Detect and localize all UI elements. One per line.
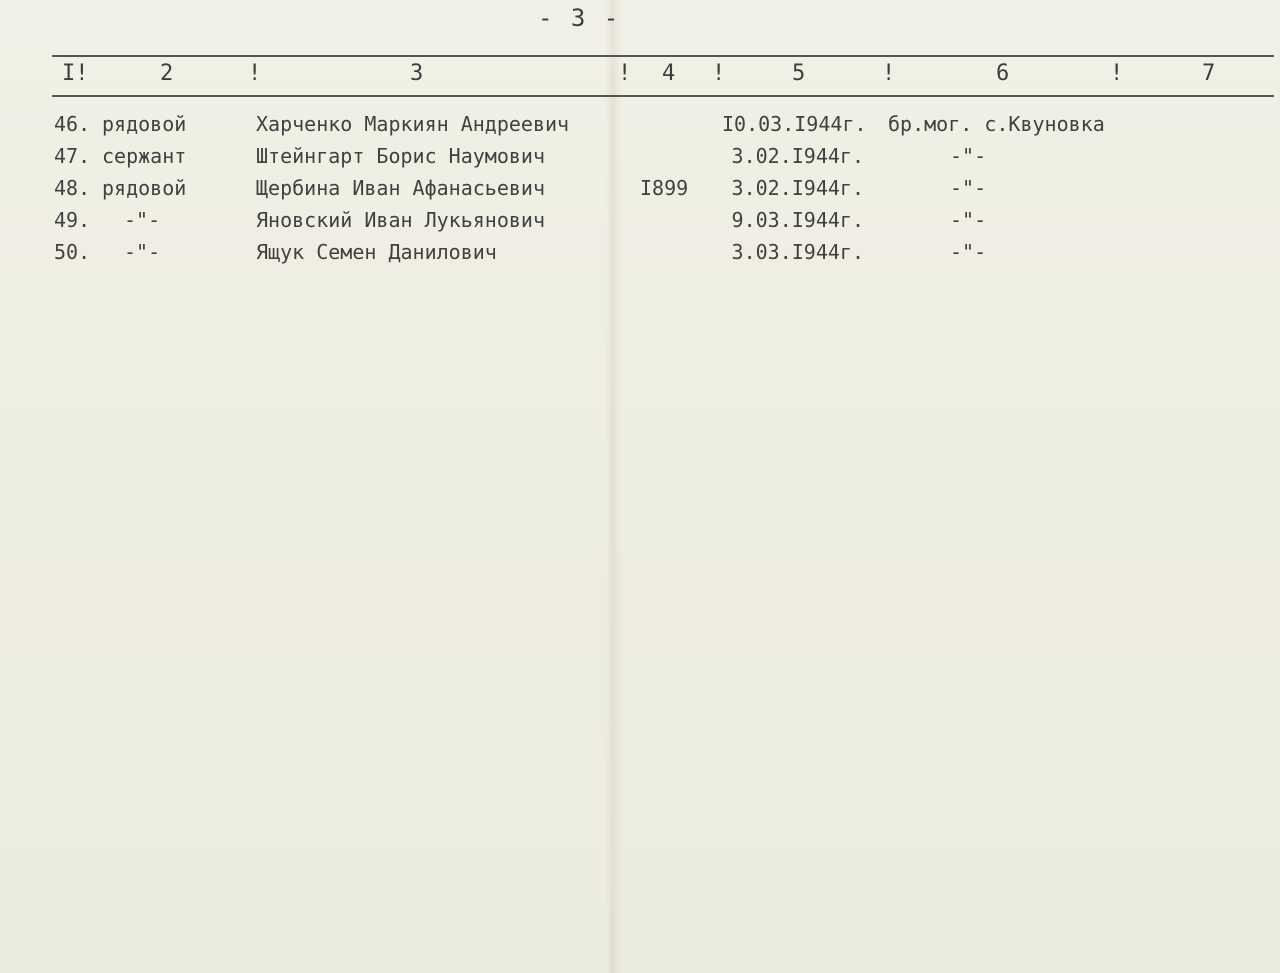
row-rank: сержант: [102, 144, 187, 168]
row-rank: рядовой: [102, 112, 187, 136]
row-number: 46.: [54, 112, 91, 136]
row-place: -"-: [950, 144, 987, 168]
header-col-6: 6: [996, 61, 1010, 86]
row-rank: рядовой: [102, 176, 187, 200]
table-row: [0, 176, 1280, 206]
row-rank: -"-: [124, 240, 161, 264]
row-place: бр.мог. с.Квуновка: [888, 112, 1105, 136]
row-number: 47.: [54, 144, 91, 168]
row-name: Штейнгарт Борис Наумович: [256, 144, 545, 168]
row-date: 3.02.I944г.: [731, 144, 864, 168]
row-place: -"-: [950, 208, 987, 232]
table-row: [0, 144, 1280, 174]
row-place: -"-: [950, 176, 987, 200]
table-row: [0, 208, 1280, 238]
row-rank: -"-: [124, 208, 161, 232]
header-col-1: I!: [62, 61, 89, 86]
header-separator: !: [1110, 61, 1124, 86]
header-separator: !: [712, 61, 726, 86]
header-col-2: 2: [160, 61, 174, 86]
table-header-rule: [52, 95, 1274, 97]
header-separator: !: [248, 61, 262, 86]
row-year: I899: [640, 176, 689, 200]
row-name: Ящук Семен Данилович: [256, 240, 497, 264]
page-number: - 3 -: [538, 4, 621, 32]
header-separator: !: [618, 61, 632, 86]
row-date: 3.02.I944г.: [731, 176, 864, 200]
header-col-5: 5: [792, 61, 806, 86]
row-date: 3.03.I944г.: [731, 240, 864, 264]
header-col-4: 4: [662, 61, 676, 86]
row-place: -"-: [950, 240, 987, 264]
header-col-7: 7: [1202, 61, 1216, 86]
row-number: 50.: [54, 240, 91, 264]
row-name: Харченко Маркиян Андреевич: [256, 112, 570, 136]
header-separator: !: [882, 61, 896, 86]
table-row: [0, 240, 1280, 270]
row-name: Яновский Иван Лукьянович: [256, 208, 545, 232]
table-row: [0, 112, 1280, 142]
table-top-rule: [52, 55, 1274, 57]
row-name: Щербина Иван Афанасьевич: [256, 176, 545, 200]
row-number: 49.: [54, 208, 91, 232]
header-col-3: 3: [410, 61, 424, 86]
row-date: 9.03.I944г.: [731, 208, 864, 232]
row-number: 48.: [54, 176, 91, 200]
row-date: I0.03.I944г.: [722, 112, 867, 136]
